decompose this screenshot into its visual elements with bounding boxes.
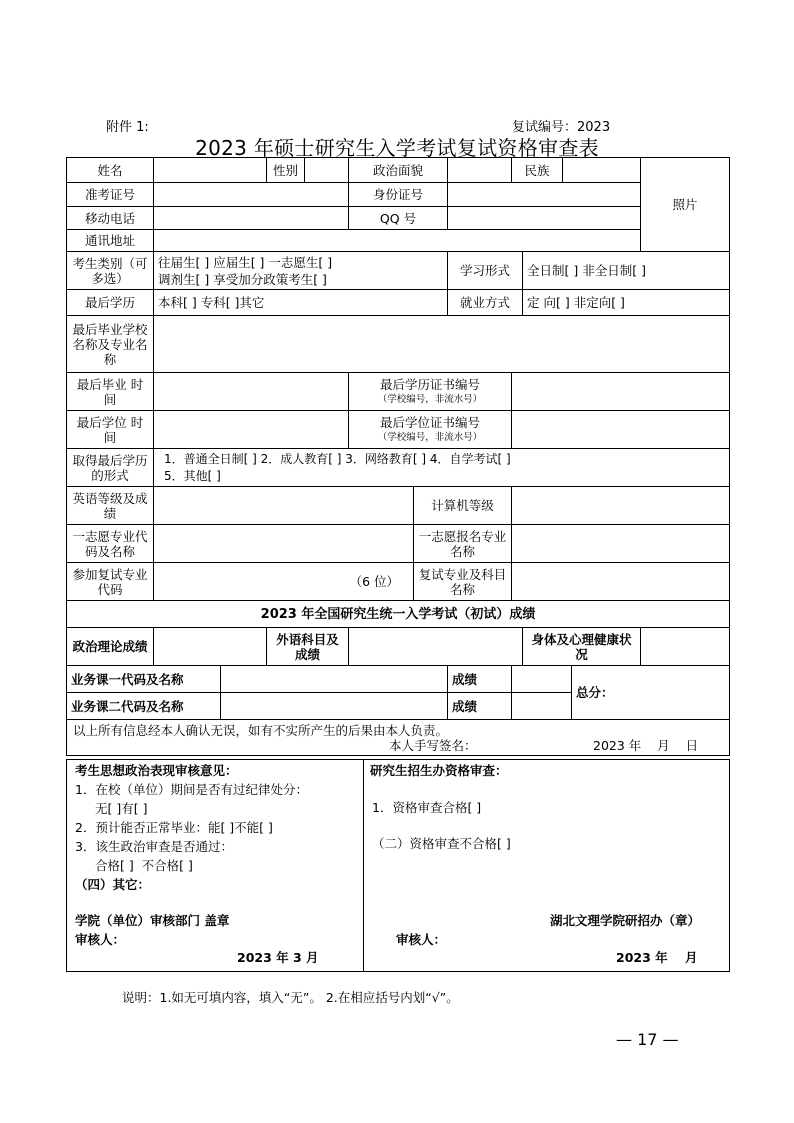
first-apply-label: 一志愿报名专业名称 xyxy=(414,525,512,563)
qq-label: QQ 号 xyxy=(349,207,448,230)
english-label: 英语等级及成绩 xyxy=(67,487,154,525)
degree-cert-label xyxy=(349,411,512,449)
degree-form-label: 取得最后学历的形式 xyxy=(67,449,154,487)
degree-time-field[interactable] xyxy=(154,411,349,449)
edu-cert-title: 最后学历证书编号 xyxy=(380,376,481,392)
name-field[interactable] xyxy=(154,158,267,183)
name-label: 姓名 xyxy=(67,158,154,183)
health-label: 身体及心理健康状况 xyxy=(523,628,641,666)
course2-field[interactable] xyxy=(221,693,448,720)
qualified-option[interactable]: 1．资格审查合格[ ] xyxy=(372,800,482,815)
health-field[interactable] xyxy=(641,628,730,666)
category-line-2: 调剂生[ ] 享受加分政策考生[ ] xyxy=(158,271,327,287)
admission-review-title: 研究生招生办资格审查： xyxy=(370,763,508,778)
unqualified-option[interactable]: （二）资格审查不合格[ ] xyxy=(372,836,511,851)
discipline-options[interactable]: 无[ ]有[ ] xyxy=(95,801,148,816)
degree-form-options[interactable] xyxy=(154,449,730,487)
employment-options[interactable]: 定 向[ ] 非定向[ ] xyxy=(523,290,730,316)
degree-form-line-2: 5．其他[ ] xyxy=(164,468,221,483)
form-title: 2023 年硕士研究生入学考试复试资格审查表 xyxy=(195,136,599,160)
degree-form-line-1: 1．普通全日制[ ] 2．成人教育[ ] 3．网络教育[ ] 4．自学考试[ ] xyxy=(164,451,511,466)
degree-cert-field[interactable] xyxy=(512,411,730,449)
right-review-date: 2023 年 月 xyxy=(616,950,698,965)
category-label: 考生类别（可多选） xyxy=(67,252,154,290)
qq-field[interactable] xyxy=(448,207,641,230)
grad-time-label: 最后毕业 时 间 xyxy=(67,373,154,411)
admission-review-box xyxy=(364,760,730,972)
left-reviewer-label: 审核人： xyxy=(75,932,126,947)
footer-note: 说明：1.如无可填内容，填入“无”。 2.在相应括号内划“√”。 xyxy=(122,990,459,1005)
signature-date: 2023 年 月 日 xyxy=(593,737,699,753)
political-question: 3．该生政治审查是否通过： xyxy=(75,839,233,854)
category-options[interactable] xyxy=(154,252,448,290)
degree-cert-note: （学校编号，非流水号） xyxy=(377,431,483,443)
ethnicity-label: 民族 xyxy=(512,158,563,183)
computer-label: 计算机等级 xyxy=(414,487,512,525)
political-review-box xyxy=(67,760,364,972)
political-review-title: 考生思想政治表现审核意见： xyxy=(75,763,238,778)
english-field[interactable] xyxy=(154,487,414,525)
address-label: 通讯地址 xyxy=(67,230,154,252)
foreign-score-label: 外语科目及成绩 xyxy=(267,628,349,666)
photo-label: 照片 xyxy=(672,197,698,212)
attachment-label: 附件 1: xyxy=(106,120,149,135)
study-form-label: 学习形式 xyxy=(448,252,523,290)
degree-cert-title: 最后学位证书编号 xyxy=(380,414,481,430)
retest-code-label: 参加复试专业代码 xyxy=(67,563,154,601)
serial-number: 复试编号：2023 xyxy=(512,120,611,135)
dept-seal-label: 学院（单位）审核部门 盖章 xyxy=(75,913,230,928)
confirm-statement: 以上所有信息经本人确认无误，如有不实所产生的后果由本人负责。 xyxy=(73,722,449,738)
gender-field[interactable] xyxy=(305,158,349,183)
first-major-label: 一志愿专业代码及名称 xyxy=(67,525,154,563)
graduation-question[interactable]: 2．预计能否正常毕业：能[ ]不能[ ] xyxy=(75,820,273,835)
retest-subject-label: 复试专业及科目名称 xyxy=(414,563,512,601)
discipline-question: 1．在校（单位）期间是否有过纪律处分： xyxy=(75,782,308,797)
grad-school-label: 最后毕业学校名称及专业名称 xyxy=(67,316,154,373)
scores-section-title: 2023 年全国研究生统一入学考试（初试）成绩 xyxy=(67,601,730,628)
foreign-score-field[interactable] xyxy=(349,628,523,666)
page-number: — 17 — xyxy=(616,1030,679,1049)
ethnicity-field[interactable] xyxy=(563,158,641,183)
right-reviewer-label: 审核人： xyxy=(396,932,447,947)
gender-label: 性别 xyxy=(267,158,305,183)
grad-time-field[interactable] xyxy=(154,373,349,411)
politics-label: 政治面貌 xyxy=(349,158,448,183)
first-major-field[interactable] xyxy=(154,525,414,563)
politics-field[interactable] xyxy=(448,158,512,183)
politics-score-label: 政治理论成绩 xyxy=(67,628,154,666)
education-label: 最后学历 xyxy=(67,290,154,316)
course1-score-label: 成绩 xyxy=(448,666,512,693)
political-options[interactable]: 合格[ ] 不合格[ ] xyxy=(95,858,193,873)
mobile-field[interactable] xyxy=(154,207,349,230)
degree-time-label: 最后学位 时 间 xyxy=(67,411,154,449)
category-line-1: 往届生[ ] 应届生[ ] 一志愿生[ ] xyxy=(158,254,333,270)
id-card-label: 身份证号 xyxy=(349,183,448,207)
course1-label: 业务课一代码及名称 xyxy=(67,666,221,693)
retest-code-hint: （6 位） xyxy=(349,574,399,589)
edu-cert-label xyxy=(349,373,512,411)
id-card-field[interactable] xyxy=(448,183,641,207)
course1-field[interactable] xyxy=(221,666,448,693)
address-field[interactable] xyxy=(154,230,641,252)
edu-cert-field[interactable] xyxy=(512,373,730,411)
signature-label: 本人手写签名： xyxy=(389,737,477,753)
course2-score-label: 成绩 xyxy=(448,693,512,720)
retest-code-field[interactable] xyxy=(154,563,414,601)
edu-cert-note: （学校编号，非流水号） xyxy=(377,393,483,405)
course2-label: 业务课二代码及名称 xyxy=(67,693,221,720)
grad-school-field[interactable] xyxy=(154,316,730,373)
course1-score-field[interactable] xyxy=(512,666,572,693)
ticket-label: 准考证号 xyxy=(67,183,154,207)
photo-box[interactable] xyxy=(641,158,730,252)
info-table xyxy=(66,157,730,756)
mobile-label: 移动电话 xyxy=(67,207,154,230)
computer-field[interactable] xyxy=(512,487,730,525)
employment-label: 就业方式 xyxy=(448,290,523,316)
total-score[interactable]: 总分： xyxy=(572,666,730,720)
course2-score-field[interactable] xyxy=(512,693,572,720)
confirm-section xyxy=(67,720,730,756)
left-review-date: 2023 年 3 月 xyxy=(237,950,319,965)
first-apply-field[interactable] xyxy=(512,525,730,563)
review-table xyxy=(66,759,730,972)
politics-score-field[interactable] xyxy=(154,628,267,666)
office-seal-label: 湖北文理学院研招办（章） xyxy=(550,913,701,928)
study-form-options[interactable]: 全日制[ ] 非全日制[ ] xyxy=(523,252,730,290)
education-options[interactable]: 本科[ ] 专科[ ]其它 xyxy=(154,290,448,316)
retest-subject-field[interactable] xyxy=(512,563,730,601)
other-label: （四）其它： xyxy=(75,877,151,892)
ticket-field[interactable] xyxy=(154,183,349,207)
